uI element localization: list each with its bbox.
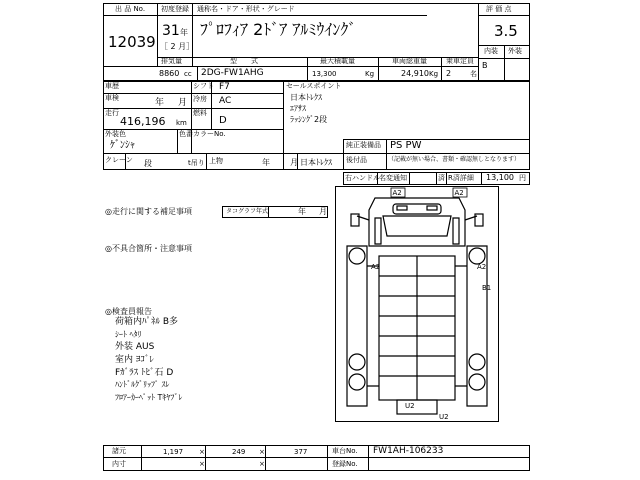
grade-label: 評 価 点 <box>486 5 512 13</box>
inspector-line-6: ﾊﾝﾄﾞﾙｸﾞﾘｯﾌﾟ ｽﾚ <box>115 380 170 389</box>
after-note: （記載が無い場合、書類・確認無しとなります） <box>388 156 521 163</box>
interior-grade: B <box>482 61 488 70</box>
sales-point-line-2: ｴｱｻｽ <box>290 104 306 113</box>
first-reg-year: 31 <box>162 23 180 39</box>
first-reg-year-unit: 年 <box>180 28 188 37</box>
load-value: 13,300 <box>312 70 337 78</box>
mileage-label: 走行 <box>105 109 119 117</box>
weight-value: 24,910 <box>401 69 429 78</box>
crane-label: クレーン <box>105 156 133 164</box>
inspector-line-1: 荷箱内ﾊﾟﾈﾙ B多 <box>115 317 179 327</box>
type-value: 2DG-FW1AHG <box>201 68 264 78</box>
inspector-line-5: Fｶﾞﾗｽ ﾄﾋﾞ石 D <box>115 368 174 378</box>
inspector-line-4: 室内 ﾖｺﾞﾚ <box>115 355 154 365</box>
weight-label: 車両総重量 <box>392 57 427 65</box>
color-no2-label: カラーNo. <box>193 130 226 138</box>
lot-number: 12039 <box>108 33 156 51</box>
ac-value: AC <box>219 96 232 106</box>
dims-height: 377 <box>294 448 308 456</box>
defect-label: ◎不具合箇所・注意事項 <box>105 244 192 253</box>
seats-value: 2 <box>446 69 452 78</box>
inspector-line-3: 外装 AUS <box>115 342 155 352</box>
displacement-label: 排気量 <box>161 57 182 65</box>
first-reg-label: 初度登録 <box>161 5 189 13</box>
sales-point-line-1: 日本ﾄﾚｸｽ <box>290 93 322 102</box>
first-reg-month: ［ 2 月］ <box>160 42 195 51</box>
right-handle-label: 右ハンドル <box>345 174 380 182</box>
fuel-value: D <box>219 115 227 126</box>
mileage-unit: km <box>176 119 187 127</box>
dims-sep-2: × <box>259 448 265 456</box>
inspection-month-unit: 月 <box>178 98 188 108</box>
inspector-line-7: ﾌﾛｱｰｶｰﾍﾟｯﾄ Tｷﾔﾌﾞﾚ <box>115 393 183 402</box>
damage-mark-2: A2 <box>454 189 464 197</box>
lift-year-unit: 年 <box>262 158 270 167</box>
lift-maker: 日本ﾄﾚｸｽ <box>300 158 332 167</box>
dims-length: 1,197 <box>163 448 184 456</box>
chassis-value: FW1AH-106233 <box>373 446 444 456</box>
shift-label: シフト <box>193 82 214 90</box>
seats-label: 乗車定員 <box>446 57 474 65</box>
tacho-label: タコグラフ年式 <box>226 208 269 215</box>
fuel-label: 燃料 <box>193 109 207 117</box>
damage-mark-3: A2 <box>371 263 381 271</box>
tacho-month-unit: 月 <box>319 207 327 216</box>
recycle-amount: 13,100 <box>486 173 514 182</box>
inspection-label: 車検 <box>105 94 119 102</box>
weight-unit: Kg <box>429 70 439 78</box>
grade-value: 3.5 <box>494 22 518 40</box>
recycle-unit: 円 <box>519 174 526 182</box>
recycle-done: 済 <box>438 174 445 182</box>
inspection-year-unit: 年 <box>155 98 165 108</box>
lift-month-unit: 月 <box>290 158 298 167</box>
dims-label: 諸元 <box>112 447 126 455</box>
recycle-amount-label: R済詳細 <box>448 174 474 182</box>
inner-sep-2: × <box>259 460 265 468</box>
history-label: 車歴 <box>105 82 119 90</box>
displacement-unit: cc <box>184 70 192 78</box>
ac-label: 冷房 <box>193 95 207 103</box>
inspector-line-2: ｼｰﾄ ﾍﾀﾘ <box>115 330 142 339</box>
transfer-label: 名変通知 <box>379 174 407 182</box>
displacement-value: 8860 <box>159 69 180 78</box>
title-label: 通称名・ドア・形状・グレード <box>197 5 295 13</box>
lot-label: 出 品 No. <box>115 5 146 13</box>
lift-label: 上物 <box>209 157 223 165</box>
tacho-year-unit: 年 <box>298 207 306 216</box>
load-label: 最大積載量 <box>320 57 355 65</box>
ext-color-label: 外装色 <box>105 130 126 138</box>
truck-damage-diagram <box>335 186 500 423</box>
damage-mark-4: A2 <box>477 263 487 271</box>
damage-mark-1: A2 <box>392 189 402 197</box>
crane-stage-unit: 段 <box>144 159 152 168</box>
inner-sep-1: × <box>199 460 205 468</box>
inner-dims-label: 内寸 <box>112 460 126 468</box>
damage-mark-7: U2 <box>439 413 449 421</box>
exterior-label: 外装 <box>508 47 522 55</box>
reg-label: 登録No. <box>332 460 358 468</box>
load-unit: Kg <box>365 70 375 78</box>
interior-label: 内装 <box>484 47 498 55</box>
genuine-value: PS PW <box>390 140 422 151</box>
damage-mark-5: B1 <box>482 284 492 292</box>
damage-mark-6: U2 <box>405 402 415 410</box>
sales-point-label: セールスポイント <box>286 82 342 90</box>
after-label: 後付品 <box>346 156 367 164</box>
supplement-label: ◎走行に関する補足事項 <box>105 207 192 216</box>
dims-width: 249 <box>232 448 246 456</box>
mileage-value: 416,196 <box>120 115 166 128</box>
dims-sep-1: × <box>199 448 205 456</box>
vehicle-title: ﾌﾟﾛﾌｨｱ 2ﾄﾞｱ ｱﾙﾐｳｲﾝｸﾞ <box>200 20 357 39</box>
ext-color-value: ｹﾞﾝｼｬ <box>110 140 135 151</box>
shift-value: F7 <box>219 82 230 92</box>
color-no-label: 色番 <box>179 130 193 138</box>
sales-point-line-3: ﾗｯｼﾝｸﾞ2段 <box>290 115 328 124</box>
seats-unit: 名 <box>470 70 477 78</box>
inspector-label: ◎検査員報告 <box>105 307 152 316</box>
crane-hang-unit: t吊り <box>188 159 205 167</box>
genuine-label: 純正装備品 <box>346 141 381 149</box>
chassis-label: 車台No. <box>332 447 358 455</box>
type-label: 型 式 <box>230 57 258 65</box>
